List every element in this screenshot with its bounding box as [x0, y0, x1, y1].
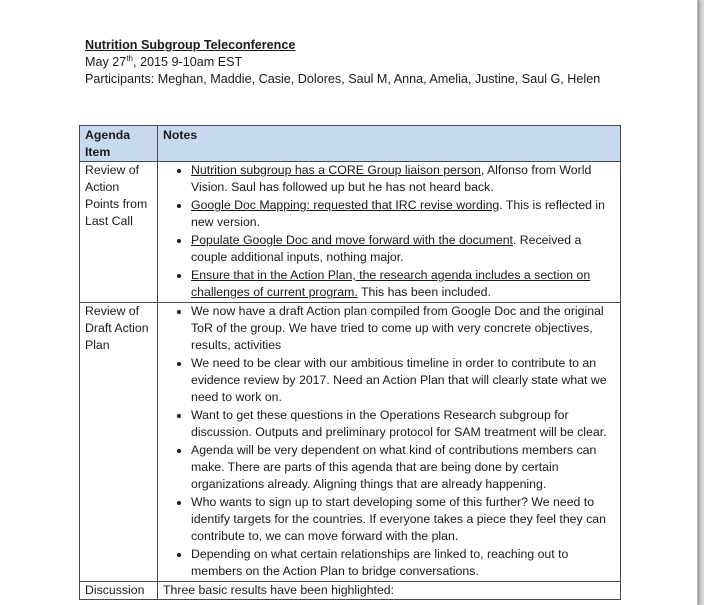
table-header-row	[80, 126, 621, 162]
notes-list	[163, 303, 615, 580]
header-agenda-item: Agenda Item	[80, 126, 158, 162]
list-item: • We now have a draft Action plan compiled from Google Doc and the original ToR of the group. We have tried to come up with very concrete objectives, results, activities	[191, 303, 615, 354]
list-item: • Depending on what certain relationships are linked to, reaching out to members on the Action Plan to bridge conversations.	[191, 546, 615, 580]
agenda-item-cell: Review of Draft Action Plan	[80, 303, 158, 582]
list-item: • Agenda will be very dependent on what kind of contributions members can make. There are parts of this agenda that are being done by certain organizations already. Aligning things that are already happening.	[191, 442, 615, 493]
table-row	[80, 582, 621, 600]
list-item: • Who wants to sign up to start developing some of this further? We need to identify targets for the countries. If everyone takes a piece they feel they can contribute to, we can move forward with the plan.	[191, 494, 615, 545]
header-notes: Notes	[158, 126, 621, 162]
notes-cell	[158, 303, 621, 582]
table-row	[80, 303, 621, 582]
agenda-item-cell: Discussion	[80, 582, 158, 600]
meeting-date: May 27th, 2015 9-10am EST	[85, 53, 243, 69]
notes-list	[163, 162, 615, 301]
list-item: • Ensure that in the Action Plan, the research agenda includes a section on challenges of current program. This has been included.	[191, 267, 615, 301]
notes-cell	[158, 162, 621, 303]
agenda-notes-table	[79, 125, 621, 600]
notes-cell: Three basic results have been highlighted:	[158, 582, 621, 600]
participants-line: Participants: Meghan, Maddie, Casie, Dolores, Saul M, Anna, Amelia, Justine, Saul G, Helen	[85, 72, 601, 86]
list-item: • Nutrition subgroup has a CORE Group liaison person, Alfonso from World Vision. Saul has followed up but he has not heard back.	[191, 162, 615, 196]
list-item: • Want to get these questions in the Operations Research subgroup for discussion. Outputs and preliminary protocol for SAM treatment will be clear.	[191, 407, 615, 441]
list-item: • Populate Google Doc and move forward with the document. Received a couple additional inputs, nothing major.	[191, 232, 615, 266]
document-header	[85, 37, 600, 88]
table-row	[80, 162, 621, 303]
document-title: Nutrition Subgroup Teleconference	[85, 38, 296, 52]
list-item: • Google Doc Mapping: requested that IRC revise wording. This is reflected in new version.	[191, 197, 615, 231]
agenda-item-cell: Review of Action Points from Last Call	[80, 162, 158, 303]
list-item: • We need to be clear with our ambitious timeline in order to contribute to an evidence review by 2017. Need an Action Plan that will clearly state what we need to work on.	[191, 355, 615, 406]
